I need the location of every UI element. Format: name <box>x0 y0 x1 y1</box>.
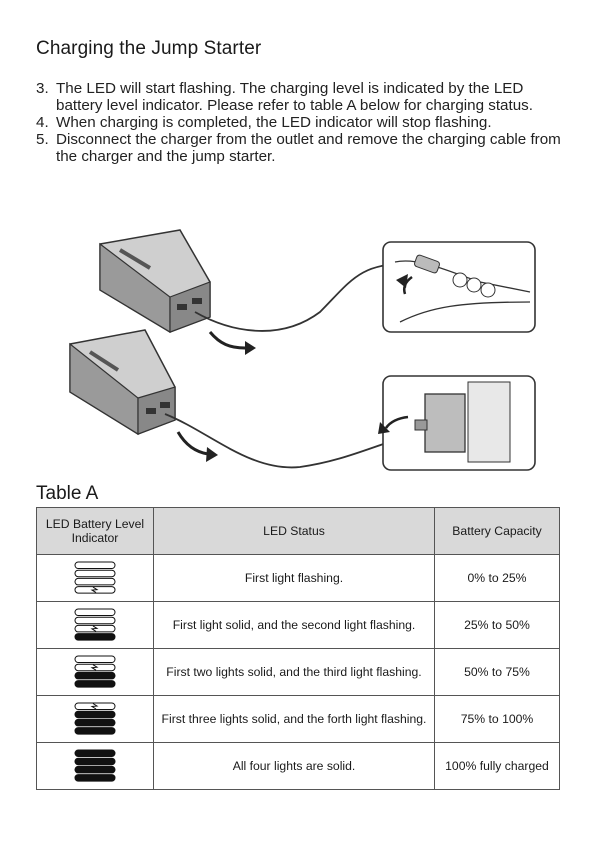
step-text: When charging is completed, the LED indicator will stop flashing. <box>56 114 492 131</box>
table-title: Table A <box>36 483 99 504</box>
led-light-solid <box>75 672 115 679</box>
car-charger-cable <box>195 264 410 331</box>
table-header-row <box>37 508 560 555</box>
jump-starter-bottom <box>70 330 175 434</box>
table-row <box>37 602 560 649</box>
step-number: 5. <box>36 131 49 148</box>
jump-starter-top <box>100 230 210 332</box>
led-light-off <box>75 617 115 624</box>
led-light-solid <box>75 711 115 718</box>
led-indicator-icon <box>74 561 116 595</box>
led-light-solid <box>75 634 115 641</box>
led-light-off <box>75 609 115 616</box>
led-light-solid <box>75 750 115 757</box>
led-indicator-cell <box>37 649 154 696</box>
battery-capacity-cell: 25% to 50% <box>435 602 560 649</box>
step-item <box>36 80 566 114</box>
led-status-cell: First two lights solid, and the third light flashing. <box>154 649 435 696</box>
step-text: The LED will start flashing. The charging level is indicated by the LED battery level indicator. Please refer to table A below for charging status. <box>56 80 533 114</box>
arrow-icon <box>206 447 218 462</box>
table-row <box>37 743 560 790</box>
battery-capacity-cell: 50% to 75% <box>435 649 560 696</box>
led-indicator-cell <box>37 696 154 743</box>
led-indicator-cell <box>37 602 154 649</box>
led-indicator-icon <box>74 608 116 642</box>
car-socket-panel <box>383 242 535 332</box>
led-indicator-icon <box>74 749 116 783</box>
table-row <box>37 649 560 696</box>
column-header-indicator: LED Battery Level Indicator <box>37 508 154 555</box>
led-indicator-icon <box>74 702 116 736</box>
led-indicator-cell <box>37 743 154 790</box>
table-row <box>37 696 560 743</box>
step-text: Disconnect the charger from the outlet and remove the charging cable from the charger and the jump starter. <box>56 131 561 165</box>
battery-capacity-cell: 100% fully charged <box>435 743 560 790</box>
led-status-cell: First three lights solid, and the forth light flashing. <box>154 696 435 743</box>
led-light-off <box>75 656 115 663</box>
arrow-icon <box>178 432 208 454</box>
led-indicator-icon <box>74 655 116 689</box>
step-number: 4. <box>36 114 49 131</box>
battery-capacity-cell: 75% to 100% <box>435 696 560 743</box>
led-light-off <box>75 570 115 577</box>
wall-outlet-panel <box>378 376 535 470</box>
led-light-off <box>75 578 115 585</box>
led-status-cell: First light flashing. <box>154 555 435 602</box>
led-light-solid <box>75 775 115 782</box>
arrow-icon <box>245 341 256 355</box>
led-light-solid <box>75 681 115 688</box>
column-header-capacity: Battery Capacity <box>435 508 560 555</box>
led-indicator-cell <box>37 555 154 602</box>
battery-capacity-cell: 0% to 25% <box>435 555 560 602</box>
led-status-cell: First light solid, and the second light flashing. <box>154 602 435 649</box>
charging-illustration <box>60 222 540 482</box>
column-header-status: LED Status <box>154 508 435 555</box>
led-light-solid <box>75 766 115 773</box>
table-row <box>37 555 560 602</box>
led-light-solid <box>75 728 115 735</box>
step-item <box>36 131 566 165</box>
step-number: 3. <box>36 80 49 97</box>
arrow-icon <box>210 332 245 348</box>
page-title: Charging the Jump Starter <box>36 38 262 59</box>
led-light-off <box>75 562 115 569</box>
step-item <box>36 114 566 131</box>
instruction-steps <box>36 80 566 165</box>
led-status-cell: All four lights are solid. <box>154 743 435 790</box>
led-light-solid <box>75 758 115 765</box>
led-light-solid <box>75 719 115 726</box>
battery-status-table <box>36 507 560 790</box>
